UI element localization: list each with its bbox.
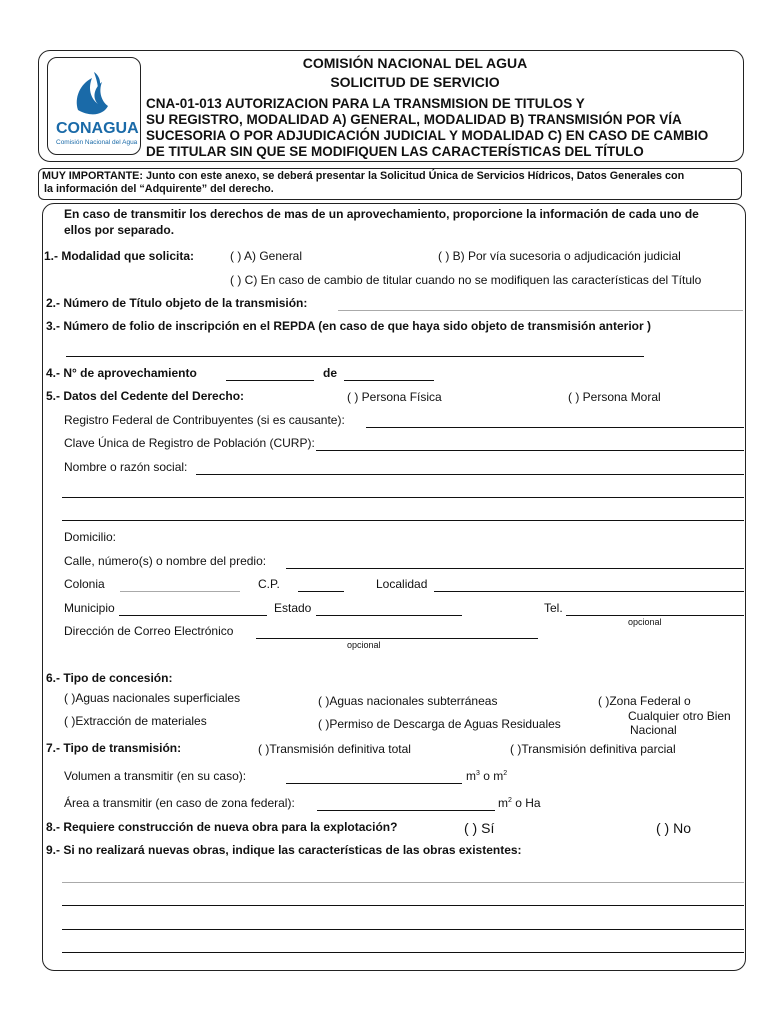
q6-aguas-superficiales[interactable]: ( )Aguas nacionales superficiales (64, 691, 241, 705)
procedure-title-line-3: SUCESORIA O POR ADJUDICACIÓN JUDICIAL Y MODALIDAD C) EN CASO DE CAMBIO (146, 128, 709, 143)
q8-si[interactable]: ( ) Sí (464, 820, 495, 836)
q7-parcial[interactable]: ( )Transmisión definitiva parcial (510, 742, 676, 756)
q8-no[interactable]: ( ) No (656, 820, 691, 836)
q5-persona-moral[interactable]: ( ) Persona Moral (568, 390, 661, 404)
q1-option-c[interactable]: ( ) C) En caso de cambio de titular cuando no se modifiquen las características del Título (230, 273, 702, 287)
area-label: Área a transmitir (en caso de zona federal): (64, 796, 295, 810)
correo-label: Dirección de Correo Electrónico (64, 624, 234, 638)
calle-field[interactable] (286, 568, 744, 569)
q1-option-b[interactable]: ( ) B) Por vía sucesoria o adjudicación judicial (438, 249, 681, 263)
q2-field[interactable] (338, 310, 743, 311)
volumen-unit: $m^3$ o $m^2$ (466, 769, 508, 783)
important-notice-line-2: la información del “Adquirente” del derecho. (44, 183, 274, 195)
procedure-title-line-2: SU REGISTRO, MODALIDAD A) GENERAL, MODALIDAD B) TRANSMISIÓN POR VÍA (146, 112, 682, 127)
q9-label: 9.- Si no realizará nuevas obras, indique las características de las obras existentes: (46, 843, 522, 857)
q6-zona-federal-line-3: Nacional (630, 723, 677, 737)
q3-label: 3.- Número de folio de inscripción en el REPDA (en caso de que haya sido objeto de transmisión anterior ) (46, 319, 652, 333)
rfc-field[interactable] (366, 427, 744, 428)
q4-de: de (323, 366, 338, 380)
q9-field-line-1[interactable] (62, 882, 744, 883)
estado-field[interactable] (316, 615, 462, 616)
nombre-field-line-3[interactable] (62, 520, 744, 521)
q1-option-a[interactable]: ( ) A) General (230, 249, 303, 263)
form-subtitle: SOLICITUD DE SERVICIO (330, 74, 500, 90)
domicilio-label: Domicilio: (64, 530, 117, 544)
curp-label: Clave Única de Registro de Población (CURP): (64, 436, 315, 450)
nombre-label: Nombre o razón social: (64, 460, 188, 474)
area-field[interactable] (317, 810, 495, 811)
correo-field[interactable] (256, 638, 538, 639)
q4-de-field[interactable] (344, 380, 434, 381)
intro-line-2: ellos por separado. (64, 223, 175, 237)
cp-field[interactable] (298, 591, 344, 592)
org-title: COMISIÓN NACIONAL DEL AGUA (302, 55, 528, 71)
q2-label: 2.- Número de Título objeto de la transmisión: (46, 296, 308, 310)
q6-zona-federal-line-2: Cualquier otro Bien (628, 709, 731, 723)
calle-label: Calle, número(s) o nombre del predio: (64, 554, 267, 568)
volumen-field[interactable] (286, 783, 462, 784)
q9-field-line-3[interactable] (62, 929, 744, 930)
logo-name: CONAGUA (56, 120, 139, 137)
conagua-logo (47, 57, 141, 155)
nombre-field[interactable] (196, 474, 744, 475)
q6-aguas-subterraneas[interactable]: ( )Aguas nacionales subterráneas (318, 694, 498, 708)
colonia-field[interactable] (120, 591, 240, 592)
q4-label: 4.- N° de aprovechamiento (46, 366, 197, 380)
municipio-label: Municipio (64, 601, 115, 615)
important-notice-line-1: MUY IMPORTANTE: Junto con este anexo, se deberá presentar la Solicitud Única de Servicios Hídricos, Datos Generales con (42, 170, 685, 182)
cp-label: C.P. (258, 577, 280, 591)
logo-tagline: Comisión Nacional del Agua (56, 139, 138, 146)
colonia-label: Colonia (64, 577, 105, 591)
q6-zona-federal[interactable]: ( )Zona Federal o (598, 694, 691, 708)
procedure-title-line-1: CNA-01-013 AUTORIZACION PARA LA TRANSMISION DE TITULOS Y (146, 96, 585, 111)
q3-field[interactable] (66, 356, 644, 357)
intro-line-1: En caso de transmitir los derechos de mas de un aprovechamiento, proporcione la información de cada uno de (64, 207, 699, 221)
q6-label: 6.- Tipo de concesión: (46, 671, 173, 685)
estado-label: Estado (274, 601, 312, 615)
rfc-label: Registro Federal de Contribuyentes (si es causante): (64, 413, 345, 427)
volumen-label: Volumen a transmitir (en su caso): (64, 769, 247, 783)
q9-field-line-2[interactable] (62, 905, 744, 906)
q4-field[interactable] (226, 380, 314, 381)
tel-field[interactable] (566, 615, 744, 616)
tel-label: Tel. (544, 601, 563, 615)
q7-label: 7.- Tipo de transmisión: (46, 741, 182, 755)
curp-field[interactable] (316, 450, 744, 451)
q6-permiso-descarga[interactable]: ( )Permiso de Descarga de Aguas Residuales (318, 717, 561, 731)
correo-optional-note: opcional (347, 640, 381, 650)
q1-label: 1.- Modalidad que solicita: (44, 249, 195, 263)
area-unit: $m^2$ o Ha (498, 796, 541, 810)
localidad-field[interactable] (434, 591, 744, 592)
q7-total[interactable]: ( )Transmisión definitiva total (258, 742, 411, 756)
tel-optional-note: opcional (628, 617, 662, 627)
localidad-label: Localidad (376, 577, 428, 591)
q9-field-line-4[interactable] (62, 952, 744, 953)
municipio-field[interactable] (119, 615, 267, 616)
q8-label: 8.- Requiere construcción de nueva obra para la explotación? (46, 820, 398, 834)
q5-persona-fisica[interactable]: ( ) Persona Física (347, 390, 442, 404)
q5-label: 5.- Datos del Cedente del Derecho: (46, 389, 245, 403)
procedure-title-line-4: DE TITULAR SIN QUE SE MODIFIQUEN LAS CARACTERÍSTICAS DEL TÍTULO (146, 144, 644, 159)
nombre-field-line-2[interactable] (62, 497, 744, 498)
q6-extraccion-materiales[interactable]: ( )Extracción de materiales (64, 714, 207, 728)
